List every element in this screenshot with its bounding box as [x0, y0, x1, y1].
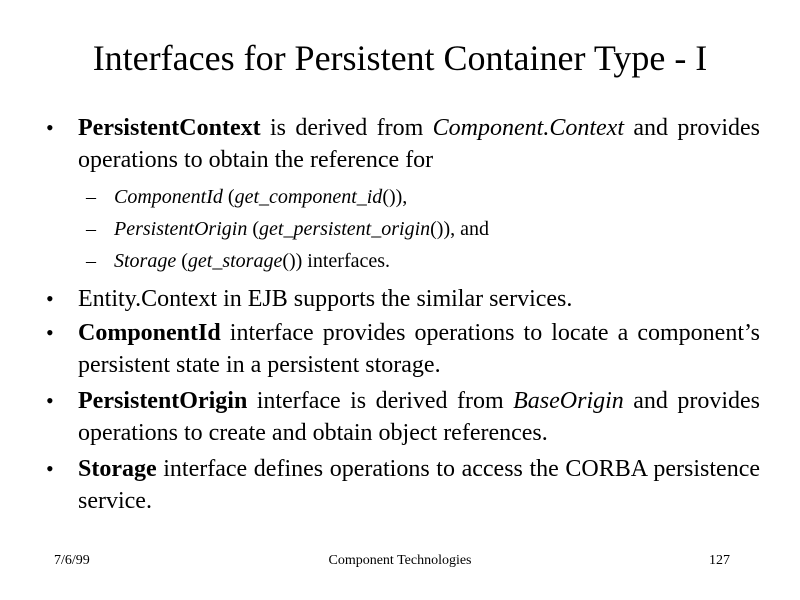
bullet-text: and provides operations to create and obtain object references. [78, 388, 760, 446]
term-persistent-context: PersistentContext [78, 115, 261, 141]
bullet-entity-context [46, 283, 760, 315]
slide-title: Interfaces for Persistent Container Type - I [92, 38, 708, 78]
bullet-component-id [46, 317, 760, 381]
bullet-storage [46, 453, 760, 517]
footer-title: Component Technologies [328, 553, 472, 568]
sub-item-component-id [46, 181, 760, 213]
bullet-mark: • [46, 115, 54, 140]
sub-item-text: ( [222, 186, 235, 208]
bullet-text: is derived from [260, 115, 433, 141]
sub-item-persistent-origin [46, 213, 760, 245]
bullet-mark: • [46, 286, 54, 311]
slide-body [46, 112, 760, 521]
bullet-text: interface defines operations to access the CORBA persistence service. [78, 456, 760, 514]
sub-item-method: get_component_id [234, 186, 383, 208]
footer-date: 7/6/99 [54, 553, 90, 568]
term-persistent-origin: PersistentOrigin [78, 388, 248, 414]
footer-page-number: 127 [709, 553, 730, 568]
sub-item-name: Storage [114, 250, 177, 272]
sub-item-method: get_storage [187, 250, 283, 272]
bullet-persistent-origin [46, 385, 760, 449]
term-storage: Storage [78, 456, 157, 482]
bullet-mark: • [46, 388, 54, 413]
bullet-text: Entity.Context in EJB supports the similar services. [78, 286, 573, 312]
term-component-context: Component.Context [432, 115, 624, 141]
sub-item-name: PersistentOrigin [114, 218, 248, 240]
bullet-mark: • [46, 456, 54, 481]
sub-item-name: ComponentId [114, 186, 223, 208]
sub-item-method: get_persistent_origin [259, 218, 431, 240]
bullet-text: interface provides operations to locate a component’s persistent state in a persistent storage. [78, 320, 760, 378]
sub-item-text: ()) interfaces. [282, 250, 391, 272]
bullet-text: and provides operations to obtain the reference for [78, 115, 760, 173]
sub-list [46, 181, 760, 277]
term-component-id: ComponentId [78, 320, 221, 346]
sub-item-storage [46, 245, 760, 277]
term-base-origin: BaseOrigin [513, 388, 624, 414]
sub-item-text: ( [176, 250, 188, 272]
dash-mark: – [86, 218, 96, 240]
dash-mark: – [86, 250, 96, 272]
sub-item-text: ()), [382, 186, 408, 208]
sub-item-text: ()), and [430, 218, 489, 240]
bullet-persistent-context [46, 112, 760, 176]
bullet-mark: • [46, 320, 54, 345]
bullet-text: interface is derived from [247, 388, 514, 414]
sub-item-text: ( [247, 218, 260, 240]
dash-mark: – [86, 186, 96, 208]
